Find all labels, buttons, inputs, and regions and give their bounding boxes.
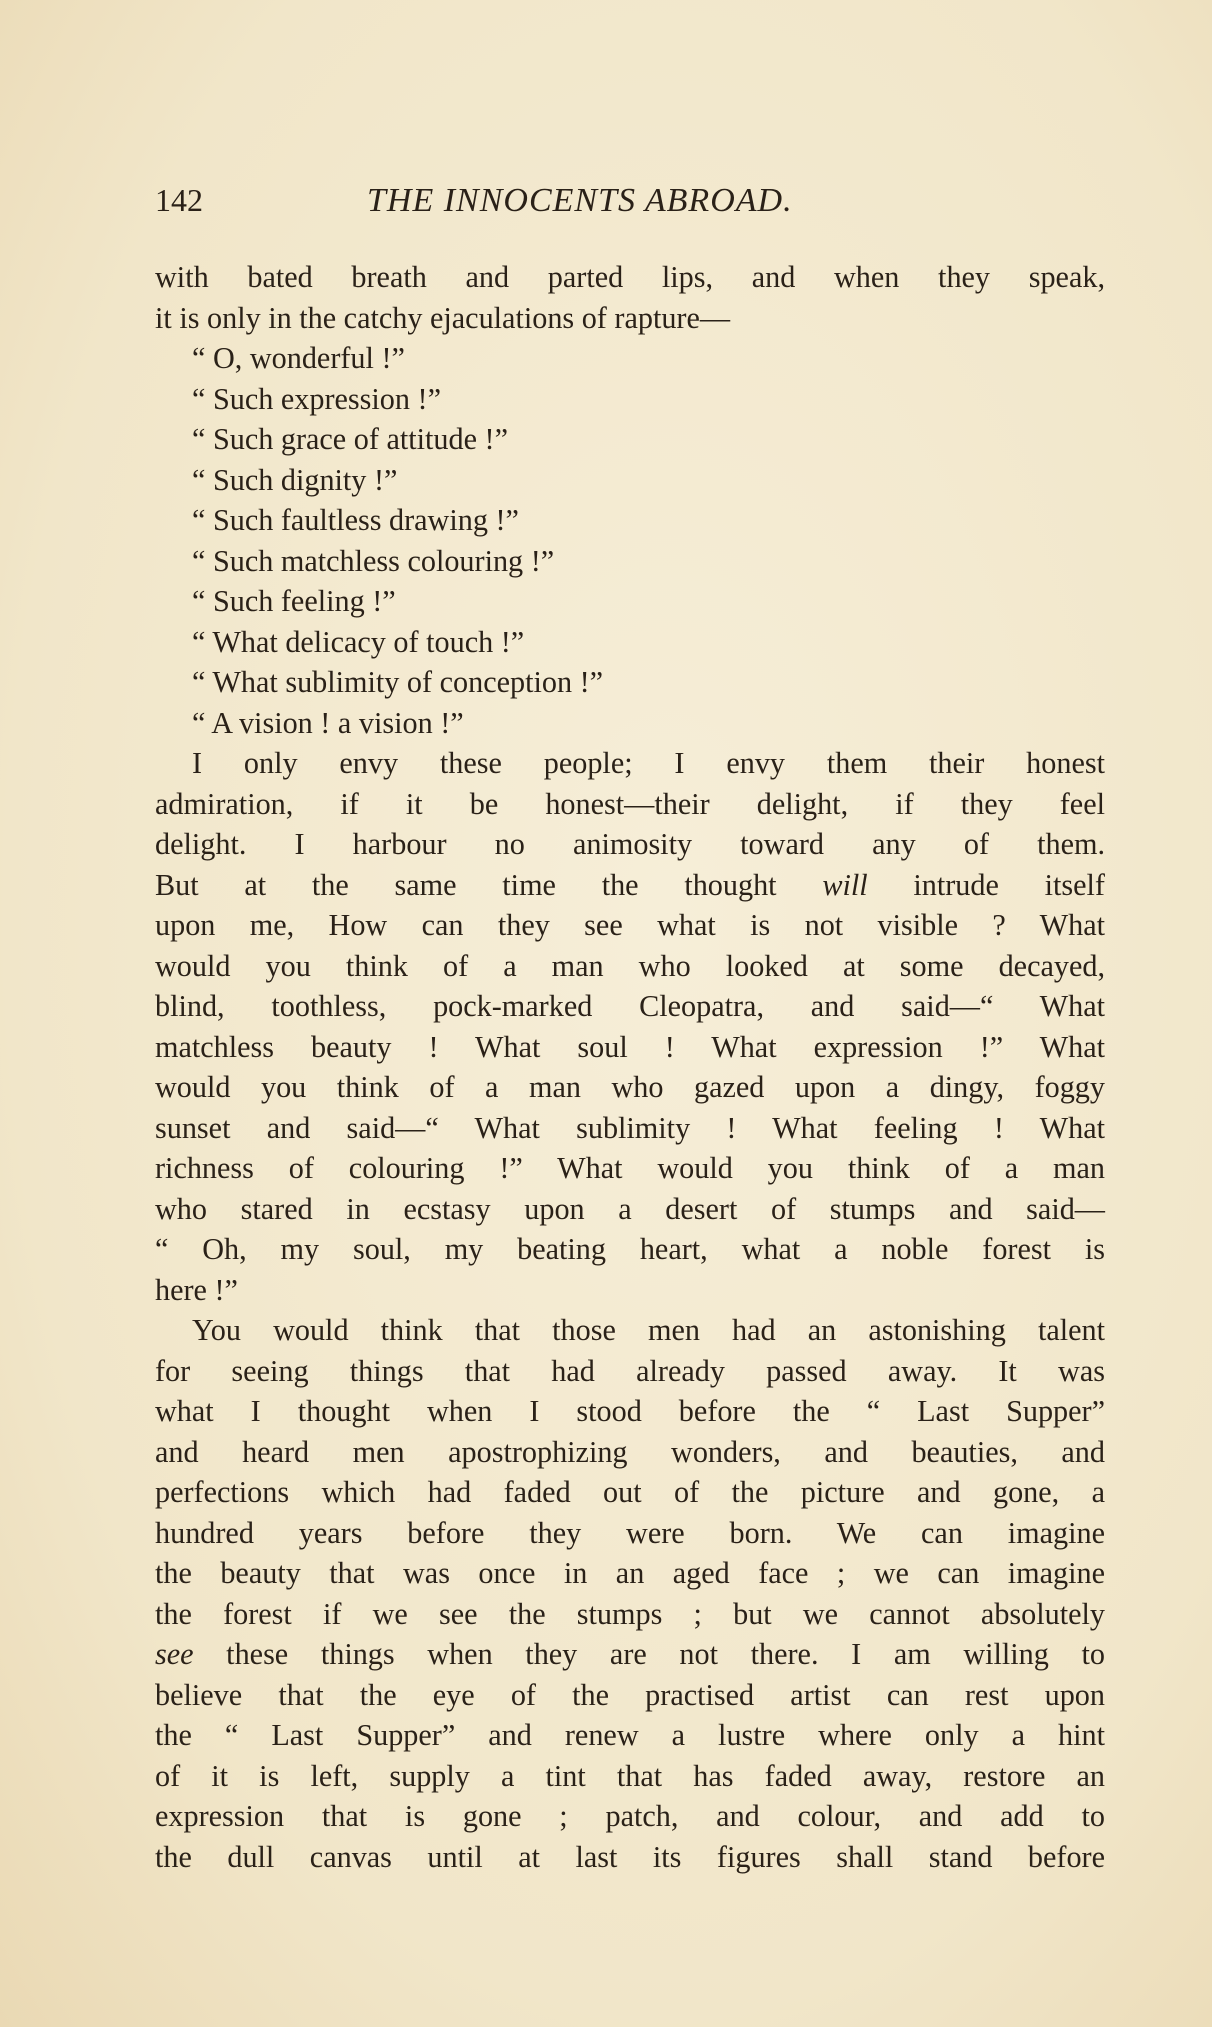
text-line [155, 1715, 1105, 1756]
text-segment: “ Such expression !” [192, 381, 441, 416]
text-segment: upon me, How can they see what is not visible ? What [155, 908, 1105, 942]
text-segment: would you think of a man who gazed upon a dingy, foggy [155, 1070, 1105, 1104]
text-segment: of it is left, supply a tint that has faded away, restore an [155, 1758, 1105, 1793]
text-segment: richness of colouring !” What would you think of a man [155, 1151, 1105, 1185]
running-title: THE INNOCENTS ABROAD. [367, 182, 793, 219]
text-segment: the “ Last Supper” and renew a lustre where only a hint [155, 1718, 1105, 1752]
text-line [155, 1756, 1105, 1797]
text-line [155, 1067, 1105, 1108]
text-line [155, 1391, 1105, 1432]
text-line [155, 1634, 1105, 1675]
text-line [155, 662, 1105, 703]
text-segment: expression that is gone ; patch, and colour, and add to [155, 1799, 1105, 1833]
text-line [155, 1472, 1105, 1513]
text-line [155, 500, 1105, 541]
text-line [155, 703, 1105, 744]
text-segment: these things when they are not there. I am willing to [193, 1637, 1105, 1671]
text-segment: sunset and said—“ What sublimity ! What feeling ! What [155, 1110, 1105, 1145]
text-line [155, 460, 1105, 501]
text-segment: who stared in ecstasy upon a desert of stumps and said— [155, 1191, 1105, 1226]
text-segment: delight. I harbour no animosity toward any of them. [155, 827, 1105, 861]
text-segment: “ Oh, my soul, my beating heart, what a noble forest is [155, 1232, 1105, 1266]
text-line [155, 1310, 1105, 1351]
text-line [155, 1594, 1105, 1635]
text-segment: “ O, wonderful !” [192, 341, 405, 375]
text-line [155, 379, 1105, 420]
text-line [155, 622, 1105, 663]
italic-word: see [155, 1637, 194, 1671]
text-segment: “ Such faultless drawing !” [192, 503, 519, 537]
text-segment: the dull canvas until at last its figures shall stand before [155, 1839, 1105, 1874]
text-segment: intrude itself [867, 867, 1105, 902]
text-segment: believe that the eye of the practised artist can rest upon [155, 1677, 1105, 1712]
text-segment: I only envy these people; I envy them their honest [192, 746, 1105, 780]
body-text [155, 257, 1105, 1877]
text-segment: “ Such matchless colouring !” [192, 543, 555, 578]
text-segment: and heard men apostrophizing wonders, and beauties, and [155, 1434, 1105, 1469]
text-segment: “ A vision ! a vision !” [192, 705, 464, 740]
text-segment: “ Such feeling !” [192, 584, 396, 618]
text-line [155, 419, 1105, 460]
text-line [155, 1796, 1105, 1837]
text-segment: admiration, if it be honest—their delight, if they feel [155, 786, 1105, 821]
text-segment: matchless beauty ! What soul ! What expression !” What [155, 1029, 1105, 1064]
text-line [155, 1351, 1105, 1392]
text-segment: it is only in the catchy ejaculations of rapture— [155, 300, 731, 335]
text-line [155, 1027, 1105, 1068]
text-segment: “ Such grace of attitude !” [192, 422, 508, 456]
text-line [155, 946, 1105, 987]
text-line [155, 1513, 1105, 1554]
text-segment: with bated breath and parted lips, and when they speak, [155, 260, 1105, 294]
text-line [155, 1553, 1105, 1594]
text-segment: “ Such dignity !” [192, 462, 398, 497]
text-segment: the beauty that was once in an aged face ; we can imagine [155, 1556, 1105, 1590]
text-line [155, 986, 1105, 1027]
text-segment: “ What sublimity of conception !” [192, 665, 604, 699]
text-segment: You would think that those men had an astonishing talent [192, 1313, 1105, 1347]
text-line [155, 1148, 1105, 1189]
text-segment: perfections which had faded out of the picture and gone, a [155, 1475, 1105, 1509]
text-line [155, 1229, 1105, 1270]
text-segment: “ What delicacy of touch !” [192, 624, 525, 659]
page-header [155, 182, 1105, 232]
text-segment: what I thought when I stood before the “ Last Supper” [155, 1394, 1105, 1428]
text-line [155, 905, 1105, 946]
text-line [155, 824, 1105, 865]
text-line [155, 865, 1105, 906]
text-line [155, 581, 1105, 622]
text-segment: But at the same time the thought [155, 867, 823, 902]
text-segment: would you think of a man who looked at some decayed, [155, 948, 1105, 983]
text-line [155, 784, 1105, 825]
text-segment: for seeing things that had already passed away. It was [155, 1353, 1105, 1388]
italic-word: will [822, 867, 868, 902]
text-line [155, 338, 1105, 379]
text-line [155, 298, 1105, 339]
text-line [155, 1837, 1105, 1878]
text-line [155, 1270, 1105, 1311]
text-segment: blind, toothless, pock-marked Cleopatra, and said—“ What [155, 989, 1105, 1023]
text-segment: hundred years before they were born. We can imagine [155, 1515, 1105, 1550]
text-segment: here !” [155, 1272, 238, 1307]
text-line [155, 1108, 1105, 1149]
text-line [155, 1432, 1105, 1473]
text-line [155, 541, 1105, 582]
text-line [155, 1675, 1105, 1716]
text-segment: the forest if we see the stumps ; but we cannot absolutely [155, 1596, 1105, 1631]
page-number: 142 [155, 182, 203, 218]
text-line [155, 257, 1105, 298]
text-line [155, 1189, 1105, 1230]
text-line [155, 743, 1105, 784]
